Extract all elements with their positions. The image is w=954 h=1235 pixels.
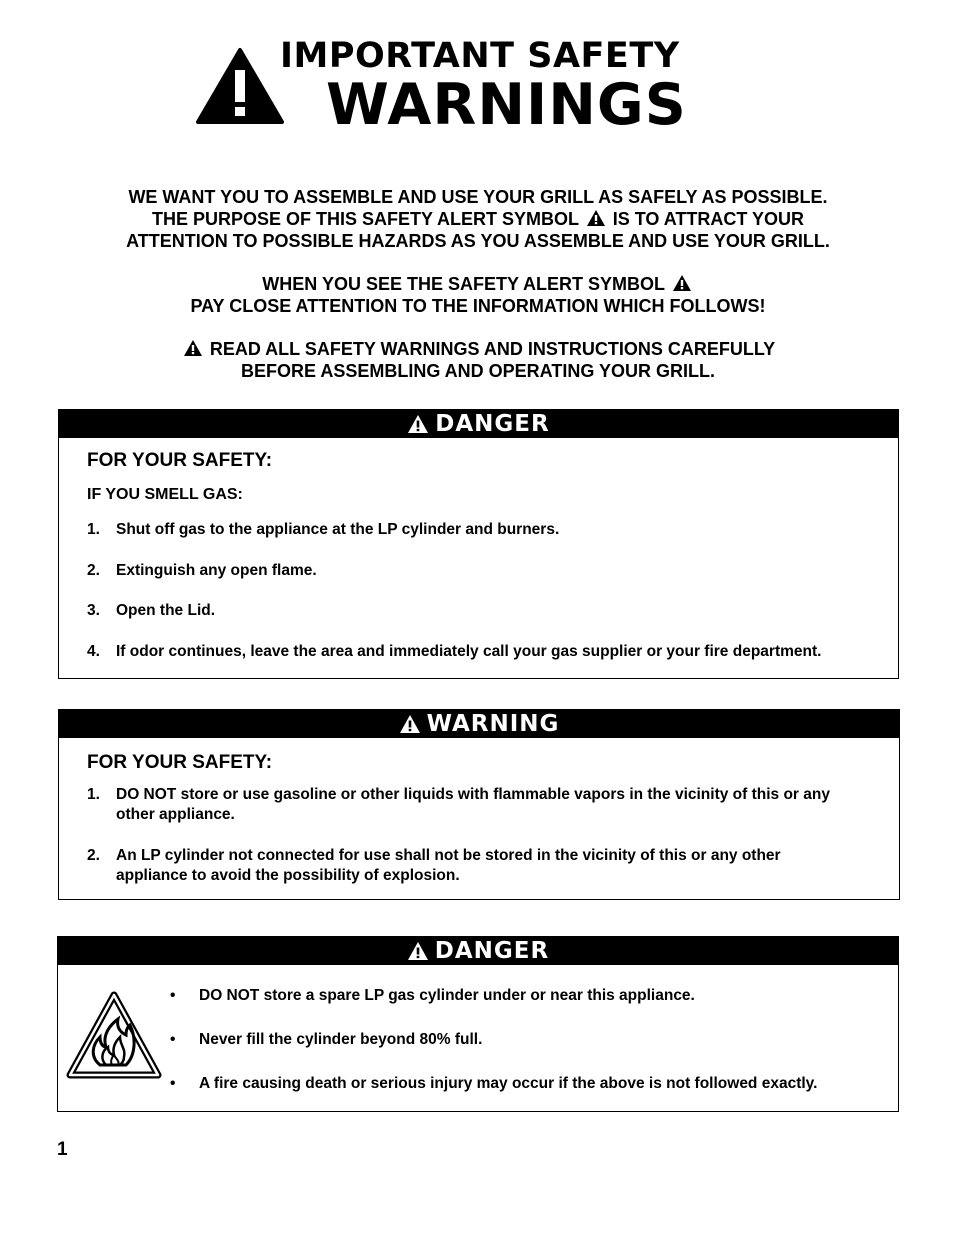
- list-text: A fire causing death or serious injury may occur if the above is not followed exactly.: [199, 1075, 818, 1092]
- intro-line: ATTENTION TO POSSIBLE HAZARDS AS YOU ASSEMBLE AND USE YOUR GRILL.: [126, 231, 830, 251]
- safety-alert-icon: [407, 941, 429, 961]
- fire-hazard-icon: [66, 991, 162, 1081]
- danger-header-label: DANGER: [435, 411, 550, 437]
- intro-line: PAY CLOSE ATTENTION TO THE INFORMATION WHICH FOLLOWS!: [190, 296, 766, 316]
- warning-header: [59, 710, 899, 738]
- intro-line: [60, 208, 896, 230]
- intro-paragraph-2: [60, 273, 896, 317]
- list-number: 1.: [87, 786, 100, 803]
- title-line-2: WARNINGS: [326, 72, 687, 138]
- intro-line: [60, 273, 896, 295]
- section-heading: FOR YOUR SAFETY:: [87, 752, 273, 773]
- list-text: Shut off gas to the appliance at the LP cylinder and burners.: [116, 521, 560, 538]
- page-number: 1: [57, 1139, 68, 1160]
- title-line-1: IMPORTANT SAFETY: [280, 36, 680, 76]
- section-heading: FOR YOUR SAFETY:: [87, 450, 273, 471]
- intro-paragraph-1: [60, 186, 896, 252]
- intro-paragraph-3: [60, 338, 896, 382]
- warning-box: [58, 709, 900, 900]
- safety-alert-icon: [672, 274, 692, 292]
- intro-text-segment: THE PURPOSE OF THIS SAFETY ALERT SYMBOL: [151, 209, 579, 229]
- list-number: 4.: [87, 643, 100, 660]
- bullet: •: [170, 1075, 176, 1092]
- list-item: [170, 986, 878, 1006]
- list-number: 2.: [87, 847, 100, 864]
- intro-text: [60, 186, 896, 403]
- safety-alert-icon: [183, 339, 203, 357]
- list-text: DO NOT store or use gasoline or other liquids with flammable vapors in the vicinity of this or any other appliance.: [116, 786, 830, 823]
- list-text: Never fill the cylinder beyond 80% full.: [199, 1031, 483, 1048]
- danger-header: [59, 410, 898, 438]
- list-item: [170, 1030, 878, 1050]
- list-number: 2.: [87, 562, 100, 579]
- danger-box-cylinder: [57, 936, 899, 1112]
- section-subheading: IF YOU SMELL GAS:: [87, 486, 243, 503]
- safety-alert-icon: [407, 414, 429, 434]
- safety-alert-icon: [399, 714, 421, 734]
- safety-alert-icon: [586, 209, 606, 227]
- list-item: [170, 1074, 878, 1094]
- intro-text-segment: WHEN YOU SEE THE SAFETY ALERT SYMBOL: [262, 274, 665, 294]
- intro-line: WE WANT YOU TO ASSEMBLE AND USE YOUR GRILL AS SAFELY AS POSSIBLE.: [128, 187, 828, 207]
- list-text: An LP cylinder not connected for use shall not be stored in the vicinity of this or any other appliance to avoid the possibility of explosion.: [116, 847, 781, 884]
- list-item: [87, 785, 859, 825]
- bullet: •: [170, 987, 176, 1004]
- list-item: [87, 520, 878, 540]
- intro-text-segment: IS TO ATTRACT YOUR: [612, 209, 805, 229]
- danger-box-gas: [58, 409, 899, 679]
- intro-text-segment: READ ALL SAFETY WARNINGS AND INSTRUCTIONS CAREFULLY: [209, 339, 776, 359]
- danger-header: [58, 937, 898, 965]
- bullet: •: [170, 1031, 176, 1048]
- list-text: Open the Lid.: [116, 602, 216, 619]
- intro-line: BEFORE ASSEMBLING AND OPERATING YOUR GRILL.: [240, 361, 716, 381]
- page-title-block: [196, 36, 736, 136]
- list-number: 3.: [87, 602, 100, 619]
- list-item: [87, 561, 878, 581]
- list-text: Extinguish any open flame.: [116, 562, 317, 579]
- list-item: [87, 601, 878, 621]
- warning-header-label: WARNING: [426, 711, 560, 737]
- list-item: [87, 642, 878, 662]
- list-text: DO NOT store a spare LP gas cylinder under or near this appliance.: [199, 987, 695, 1004]
- danger-header-label: DANGER: [434, 938, 550, 964]
- intro-line: [60, 338, 896, 360]
- exclamation-triangle-icon: [196, 46, 284, 126]
- list-number: 1.: [87, 521, 100, 538]
- list-text: If odor continues, leave the area and immediately call your gas supplier or your fire department.: [116, 643, 822, 660]
- list-item: [87, 846, 844, 886]
